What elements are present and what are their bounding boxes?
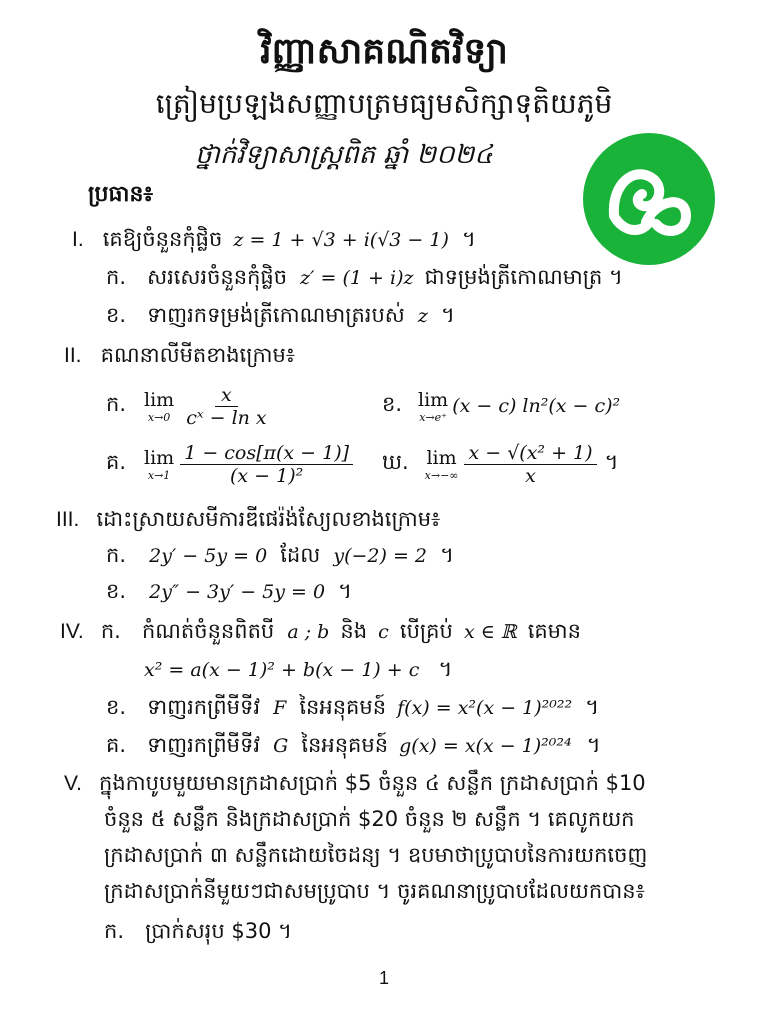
part-text-2: នៃអនុគមន៍ xyxy=(301,733,389,757)
part-math: z xyxy=(417,305,428,327)
part-text-2: នៃអនុគមន៍ xyxy=(299,695,387,719)
part-label: ខ. xyxy=(382,391,403,416)
part-text-end: ។ xyxy=(338,579,353,603)
problem-5-line-1 xyxy=(64,770,646,801)
part-math: x² = a(x − 1)² + b(x − 1) + c xyxy=(144,659,420,681)
part-math: a ; b xyxy=(287,621,330,643)
part-text-end: ។ xyxy=(585,695,600,719)
part-label: គ. xyxy=(106,733,127,757)
part-math: 2y″ − 3y′ − 5y = 0 xyxy=(149,581,326,603)
part-text-end: ។ xyxy=(438,657,453,681)
part-label: គ. xyxy=(106,449,127,474)
part-math: G xyxy=(273,735,289,757)
exam-class-year: ថ្នាក់វិទ្យាសាស្ត្រពិត ឆ្នាំ ២០២៤ xyxy=(195,140,493,170)
problem-5a xyxy=(104,918,292,949)
part-text-and: និង xyxy=(340,619,368,643)
part-math: F xyxy=(273,697,287,719)
khmer-numeral-two-logo xyxy=(594,144,704,254)
lim-subscript: x→0 xyxy=(147,410,171,424)
part-label: ខ. xyxy=(106,579,127,603)
problem-3b xyxy=(106,578,352,609)
lim-operator xyxy=(418,389,448,424)
lim-word: lim xyxy=(144,388,175,411)
numerator: 1 − cos[π(x − 1)] xyxy=(180,442,353,465)
denominator: x xyxy=(525,464,536,487)
part-math-2: g(x) = x(x − 1)²⁰²⁴ xyxy=(399,735,572,757)
denominator: cˣ − ln x xyxy=(186,406,267,429)
part-text: ដែល xyxy=(280,543,321,567)
problem-4a-equation xyxy=(144,656,452,687)
problem-4b xyxy=(106,694,599,725)
part-math-2: y(−2) = 2 xyxy=(333,545,427,567)
problem-number: I. xyxy=(72,228,84,251)
limit-c xyxy=(106,434,353,494)
problem-1b xyxy=(106,302,455,333)
problem-text: គណនាលីមីតខាងក្រោម៖ xyxy=(100,343,296,367)
limit-d xyxy=(382,434,618,494)
part-label: ក. xyxy=(106,543,127,567)
part-math-2: f(x) = x²(x − 1)²⁰²² xyxy=(397,697,573,719)
lim-subscript: x→1 xyxy=(147,468,171,482)
problem-number: IV. xyxy=(60,620,84,643)
problem-2 xyxy=(64,342,295,373)
part-text-2: បើគ្រប់ xyxy=(399,619,453,643)
part-label: ខ. xyxy=(106,303,127,327)
page-number: 1 xyxy=(378,968,389,988)
lim-operator xyxy=(144,447,174,482)
problem-text: ដោះស្រាយសមីការឌីផេរ៉ង់ស្យែលខាងក្រោម៖ xyxy=(96,507,441,531)
part-math-3: x ∈ ℝ xyxy=(463,621,517,643)
limit-a xyxy=(106,378,273,434)
lim-word: lim xyxy=(144,446,175,469)
denominator: (x − 1)² xyxy=(229,464,304,487)
fraction xyxy=(180,384,272,429)
problem-5-line-2: ចំនួន ៥ សន្លឹក និងក្រដាសប្រាក់ $20 ចំនួន ២ សន្លឹក ។ គេលូកយក xyxy=(104,807,635,831)
exam-number-badge xyxy=(583,133,715,265)
problem-4c xyxy=(106,732,601,763)
problem-number: V. xyxy=(64,772,82,795)
part-label: ក. xyxy=(104,919,125,943)
part-text-end: ។ xyxy=(586,733,601,757)
problem-1a xyxy=(106,264,623,295)
exam-subtitle: ត្រៀមប្រឡងសញ្ញាបត្រមធ្យមសិក្សាទុតិយភូមិ xyxy=(155,87,613,120)
section-label: ប្រធាន៖ xyxy=(88,182,154,207)
part-text-end: ។ xyxy=(441,303,455,327)
numerator: x − √(x² + 1) xyxy=(464,442,596,465)
problem-math: z = 1 + √3 + i(√3 − 1) xyxy=(233,229,449,251)
exam-title: វិញ្ញាសាគណិតវិទ្យា xyxy=(260,31,508,72)
problem-number: III. xyxy=(56,508,80,531)
part-label: ខ. xyxy=(106,695,127,719)
problem-text: គេឱ្យចំនួនកុំផ្លិច xyxy=(102,227,223,251)
problem-text-line: ក្នុងកាបូបមួយមានក្រដាសប្រាក់ $5 ចំនួន ៤ សន្លឹក ក្រដាសប្រាក់ $10 xyxy=(99,771,646,795)
limit-end: ។ xyxy=(604,449,619,474)
lim-word: lim xyxy=(426,446,457,469)
problem-end: ។ xyxy=(462,227,476,251)
problem-1 xyxy=(72,226,476,257)
part-text-end: ។ xyxy=(440,543,454,567)
part-text: ទាញរកព្រីមីទីវ xyxy=(147,695,261,719)
part-text-3: គេមាន xyxy=(527,619,582,643)
fraction xyxy=(464,442,596,487)
part-text: កំណត់ចំនួនពិតបី xyxy=(141,619,275,643)
part-label: ឃ. xyxy=(382,449,409,474)
problem-4a xyxy=(60,618,581,649)
problem-3 xyxy=(56,506,440,537)
part-label: ក. xyxy=(106,265,127,289)
numerator: x xyxy=(215,384,238,407)
part-math: 2y′ − 5y = 0 xyxy=(149,545,268,567)
part-math-2: c xyxy=(378,621,389,643)
part-text: ទាញរកព្រីមីទីវ xyxy=(147,733,261,757)
lim-operator xyxy=(144,389,174,424)
part-label: ក. xyxy=(106,391,127,416)
lim-subscript: x→−∞ xyxy=(424,468,459,482)
problem-number: II. xyxy=(64,344,82,367)
part-text: ប្រាក់សរុប $30 ។ xyxy=(145,919,292,943)
problem-5-line-3: ក្រដាសប្រាក់ ៣ សន្លឹកដោយចៃដន្យ ។ ឧបមាថាប្រូបាបនៃការយកចេញ xyxy=(104,843,648,867)
lim-operator xyxy=(425,447,459,482)
problem-5-line-4: ក្រដាសប្រាក់នីមួយៗជាសមប្រូបាប ។ ចូរគណនាប្រូបាបដែលយកបាន៖ xyxy=(104,879,645,903)
part-label: ក. xyxy=(100,619,121,643)
lim-subscript: x→e⁺ xyxy=(419,410,447,424)
part-math: z′ = (1 + i)z xyxy=(300,267,414,289)
problem-3a xyxy=(106,542,454,573)
limit-expression: (x − c) ln²(x − c)² xyxy=(452,395,621,417)
limit-b xyxy=(382,378,620,434)
lim-word: lim xyxy=(418,388,449,411)
fraction xyxy=(180,442,353,487)
part-text: សរសេរចំនួនកុំផ្លិច xyxy=(147,265,288,289)
part-text-end: ជាទម្រង់ត្រីកោណមាត្រ ។ xyxy=(424,265,623,289)
part-text: ទាញរកទម្រង់ត្រីកោណមាត្ររបស់ xyxy=(147,303,405,327)
